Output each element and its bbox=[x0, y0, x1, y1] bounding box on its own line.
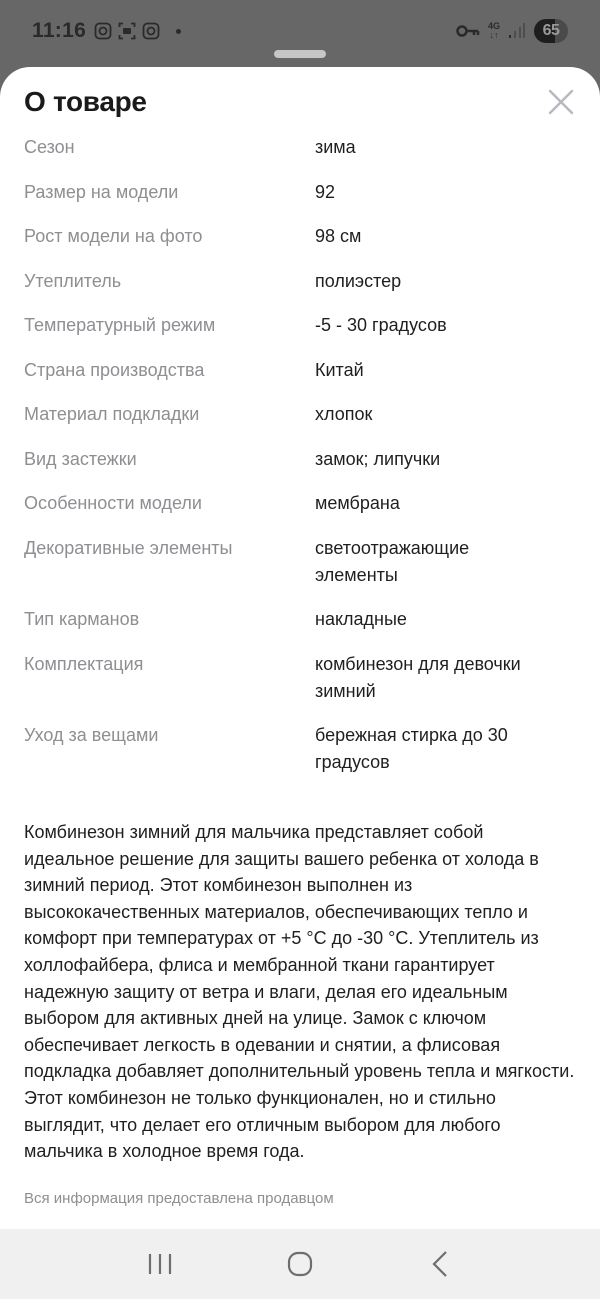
spec-label: Утеплитель bbox=[24, 270, 122, 291]
spec-value: бережная стирка до 30 градусов bbox=[315, 725, 508, 772]
sheet-title: О товаре bbox=[24, 86, 147, 117]
spec-row bbox=[24, 401, 576, 428]
notification-icons bbox=[94, 22, 181, 40]
spec-label: Уход за вещами bbox=[24, 725, 159, 745]
spec-value: -5 - 30 градусов bbox=[315, 315, 447, 335]
home-icon bbox=[286, 1250, 314, 1278]
spec-row bbox=[24, 606, 576, 633]
spec-row bbox=[24, 535, 576, 589]
spec-row bbox=[24, 446, 576, 473]
recents-button[interactable] bbox=[140, 1244, 180, 1284]
seller-disclaimer: Вся информация предоставлена продавцом bbox=[24, 1190, 334, 1207]
product-info-sheet bbox=[0, 67, 600, 1229]
spec-row bbox=[24, 490, 576, 517]
spec-row bbox=[24, 268, 576, 295]
spec-value: замок; липучки bbox=[315, 448, 441, 469]
instagram-icon bbox=[142, 22, 160, 40]
sheet-drag-handle[interactable] bbox=[274, 50, 326, 58]
sheet-header bbox=[0, 67, 600, 127]
system-icons bbox=[456, 19, 568, 43]
system-nav-bar bbox=[0, 1229, 600, 1299]
spec-value: 98 см bbox=[315, 226, 362, 246]
spec-row bbox=[24, 312, 576, 339]
spec-value: светоотражающие элементы bbox=[315, 537, 470, 585]
spec-label: Тип карманов bbox=[24, 609, 140, 629]
data-arrows-icon: ↓↑ bbox=[489, 30, 499, 40]
spec-label: Рост модели на фото bbox=[24, 226, 203, 246]
spec-label: Температурный режим bbox=[24, 315, 216, 335]
specs-list bbox=[24, 134, 576, 794]
spec-label: Размер на модели bbox=[24, 181, 179, 202]
close-icon bbox=[548, 89, 574, 115]
network-indicator bbox=[488, 22, 500, 40]
spec-row bbox=[24, 357, 576, 384]
spec-label: Комплектация bbox=[24, 653, 144, 674]
network-type: 4G bbox=[487, 21, 500, 31]
spec-label: Материал подкладки bbox=[24, 404, 200, 424]
spec-value: накладные bbox=[315, 609, 407, 629]
vpn-key-icon bbox=[456, 24, 480, 38]
spec-row bbox=[24, 223, 576, 250]
battery-level: 65 bbox=[542, 22, 560, 39]
spec-value: комбинезон для девочки зимний bbox=[315, 653, 521, 701]
spec-row bbox=[24, 651, 576, 705]
recents-icon bbox=[147, 1252, 173, 1276]
back-button[interactable] bbox=[420, 1244, 460, 1284]
spec-row bbox=[24, 179, 576, 206]
spec-value: Китай bbox=[315, 359, 364, 380]
spec-value: зима bbox=[315, 137, 356, 157]
spec-label: Особенности модели bbox=[24, 493, 202, 513]
spec-label: Сезон bbox=[24, 137, 75, 157]
spec-label: Страна производства bbox=[24, 359, 205, 380]
screenshot-icon bbox=[118, 22, 136, 40]
spec-value: полиэстер bbox=[315, 270, 402, 291]
home-button[interactable] bbox=[280, 1244, 320, 1284]
spec-row bbox=[24, 722, 576, 776]
product-description: Комбинезон зимний для мальчика представляет собой идеальное решение для защиты вашего ребенка от холода в зимний период. Этот комбинезон выполнен из высококачественных материалов, обеспечивающих тепло и комфорт при температурах от +5 °C до -30 °C. Утеплитель из холлофайбера, флиса и мембранной ткани гарантирует надежную защиту от ветра и влаги, делая его идеальным выбором для активных дней на улице. Замок с ключом обеспечивает легкость в одевании и снятии, а флисовая подкладка добавляет дополнительный уровень тепла и мягкости. Этот комбинезон не только функционален, но и стильно выглядит, что делает его отличным выбором для любого мальчика в холодное время года. bbox=[24, 822, 575, 1162]
spec-label: Декоративные элементы bbox=[24, 537, 233, 558]
status-time: 11:16 bbox=[32, 19, 87, 42]
spec-row bbox=[24, 134, 576, 161]
close-button[interactable] bbox=[548, 89, 574, 115]
spec-value: мембрана bbox=[315, 493, 400, 513]
battery-indicator bbox=[534, 19, 568, 43]
spec-value: хлопок bbox=[315, 404, 373, 424]
more-notifications-dot bbox=[176, 29, 181, 34]
spec-label: Вид застежки bbox=[24, 448, 137, 469]
signal-icon bbox=[508, 23, 526, 39]
spec-value: 92 bbox=[315, 181, 336, 202]
instagram-icon bbox=[94, 22, 112, 40]
back-icon bbox=[431, 1250, 449, 1278]
